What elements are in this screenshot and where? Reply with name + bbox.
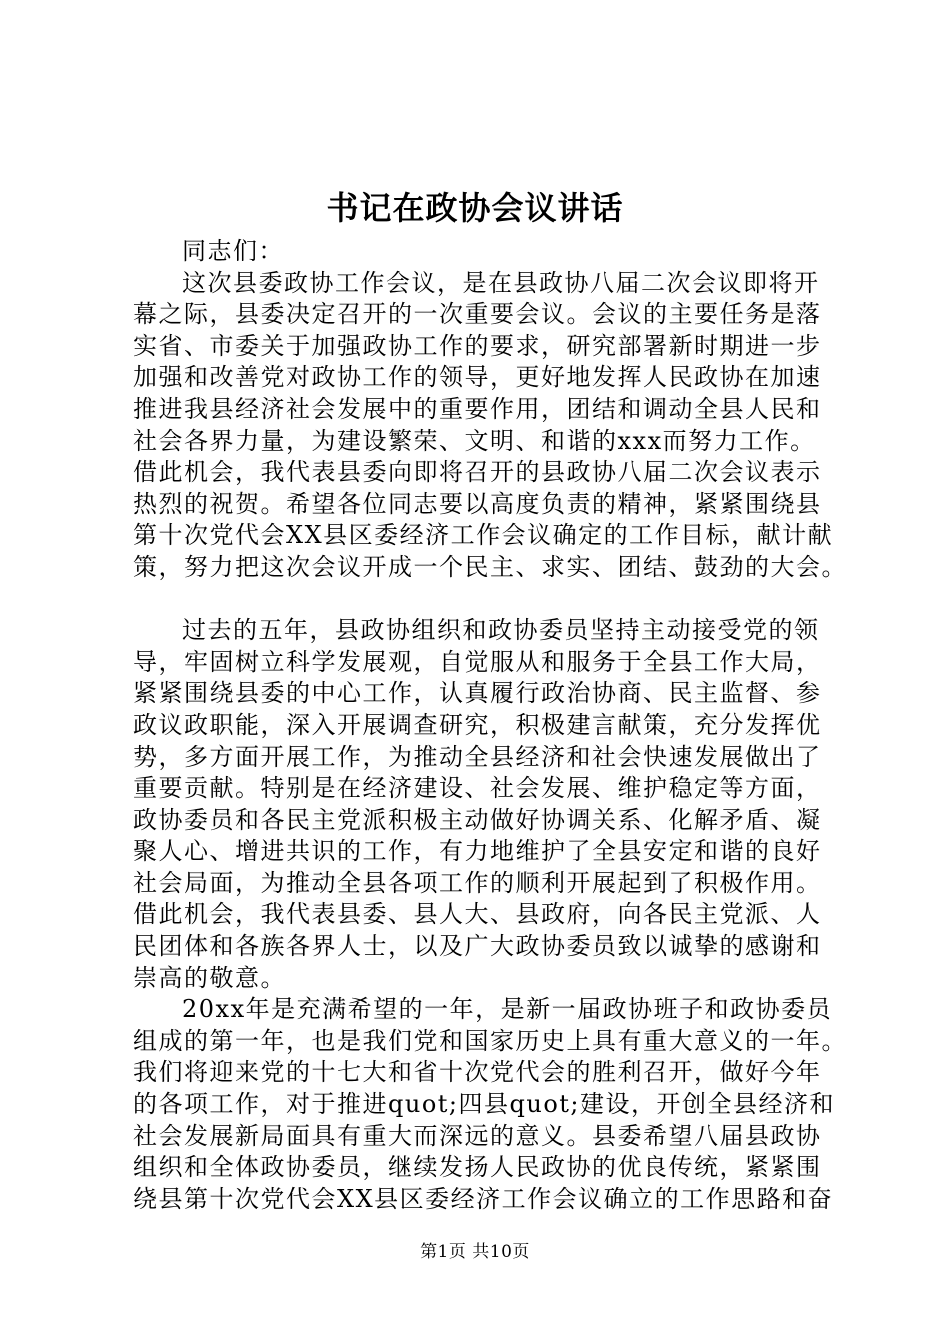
paragraph-1-line-5: 推进我县经济社会发展中的重要作用，团结和调动全县人民和 <box>133 394 822 423</box>
document-title: 书记在政协会议讲话 <box>326 189 624 227</box>
paragraph-3-line-2: 组成的第一年，也是我们党和国家历史上具有重大意义的一年。 <box>133 1026 847 1055</box>
paragraph-2-line-7: 政协委员和各民主党派积极主动做好协调关系、化解矛盾、凝 <box>133 805 822 834</box>
paragraph-2-line-3: 紧紧围绕县委的中心工作，认真履行政治协商、民主监督、参 <box>133 679 822 708</box>
salutation-line: 同志们： <box>182 237 284 265</box>
paragraph-2-line-11: 民团体和各族各界人士，以及广大政协委员致以诚挚的感谢和 <box>133 932 822 961</box>
paragraph-2-line-9: 社会局面，为推动全县各项工作的顺利开展起到了积极作用。 <box>133 868 822 897</box>
paragraph-2-line-6: 重要贡献。特别是在经济建设、社会发展、维护稳定等方面， <box>133 774 822 803</box>
paragraph-3-line-1: 20xx年是充满希望的一年，是新一届政协班子和政协委员 <box>182 995 833 1024</box>
paragraph-1-line-9: 第十次党代会XX县区委经济工作会议确定的工作目标，献计献 <box>133 521 834 550</box>
paragraph-1-line-6: 社会各界力量，为建设繁荣、文明、和谐的xxx而努力工作。 <box>133 426 816 455</box>
paragraph-2-line-2: 导，牢固树立科学发展观，自觉服从和服务于全县工作大局， <box>133 647 822 676</box>
paragraph-1-line-1: 这次县委政协工作会议，是在县政协八届二次会议即将开 <box>182 268 820 297</box>
paragraph-gap <box>133 584 853 616</box>
paragraph-1-line-3: 实省、市委关于加强政协工作的要求，研究部署新时期进一步 <box>133 331 822 360</box>
paragraph-2-line-10: 借此机会，我代表县委、县人大、县政府，向各民主党派、人 <box>133 900 822 929</box>
paragraph-3-line-4: 的各项工作，对于推进quot;四县quot;建设，开创全县经济和 <box>133 1090 835 1119</box>
paragraph-3-line-5: 社会发展新局面具有重大而深远的意义。县委希望八届县政协 <box>133 1121 822 1150</box>
paragraph-1-line-10: 策，努力把这次会议开成一个民主、求实、团结、鼓劲的大会。 <box>133 552 847 581</box>
paragraph-2-line-8: 聚人心、增进共识的工作，有力地维护了全县安定和谐的良好 <box>133 837 822 866</box>
paragraph-1-line-7: 借此机会，我代表县委向即将召开的县政协八届二次会议表示 <box>133 458 822 487</box>
document-body <box>133 236 853 1215</box>
paragraph-3-line-6: 组织和全体政协委员，继续发扬人民政协的优良传统，紧紧围 <box>133 1153 822 1182</box>
page-number-footer: 第1页 共10页 <box>420 1242 530 1262</box>
paragraph-2-line-5: 势，多方面开展工作，为推动全县经济和社会快速发展做出了 <box>133 742 822 771</box>
paragraph-3-line-7: 绕县第十次党代会XX县区委经济工作会议确立的工作思路和奋 <box>133 1184 834 1213</box>
paragraph-3-line-3: 我们将迎来党的十七大和省十次党代会的胜利召开，做好今年 <box>133 1058 822 1087</box>
paragraph-1-line-2: 幕之际，县委决定召开的一次重要会议。会议的主要任务是落 <box>133 300 822 329</box>
paragraph-1-line-8: 热烈的祝贺。希望各位同志要以高度负责的精神，紧紧围绕县 <box>133 489 822 518</box>
paragraph-2-line-4: 政议政职能，深入开展调查研究，积极建言献策，充分发挥优 <box>133 710 822 739</box>
paragraph-1-line-4: 加强和改善党对政协工作的领导，更好地发挥人民政协在加速 <box>133 363 822 392</box>
paragraph-2-line-1: 过去的五年，县政协组织和政协委员坚持主动接受党的领 <box>182 616 820 645</box>
paragraph-2-line-12: 崇高的敬意。 <box>133 963 286 992</box>
